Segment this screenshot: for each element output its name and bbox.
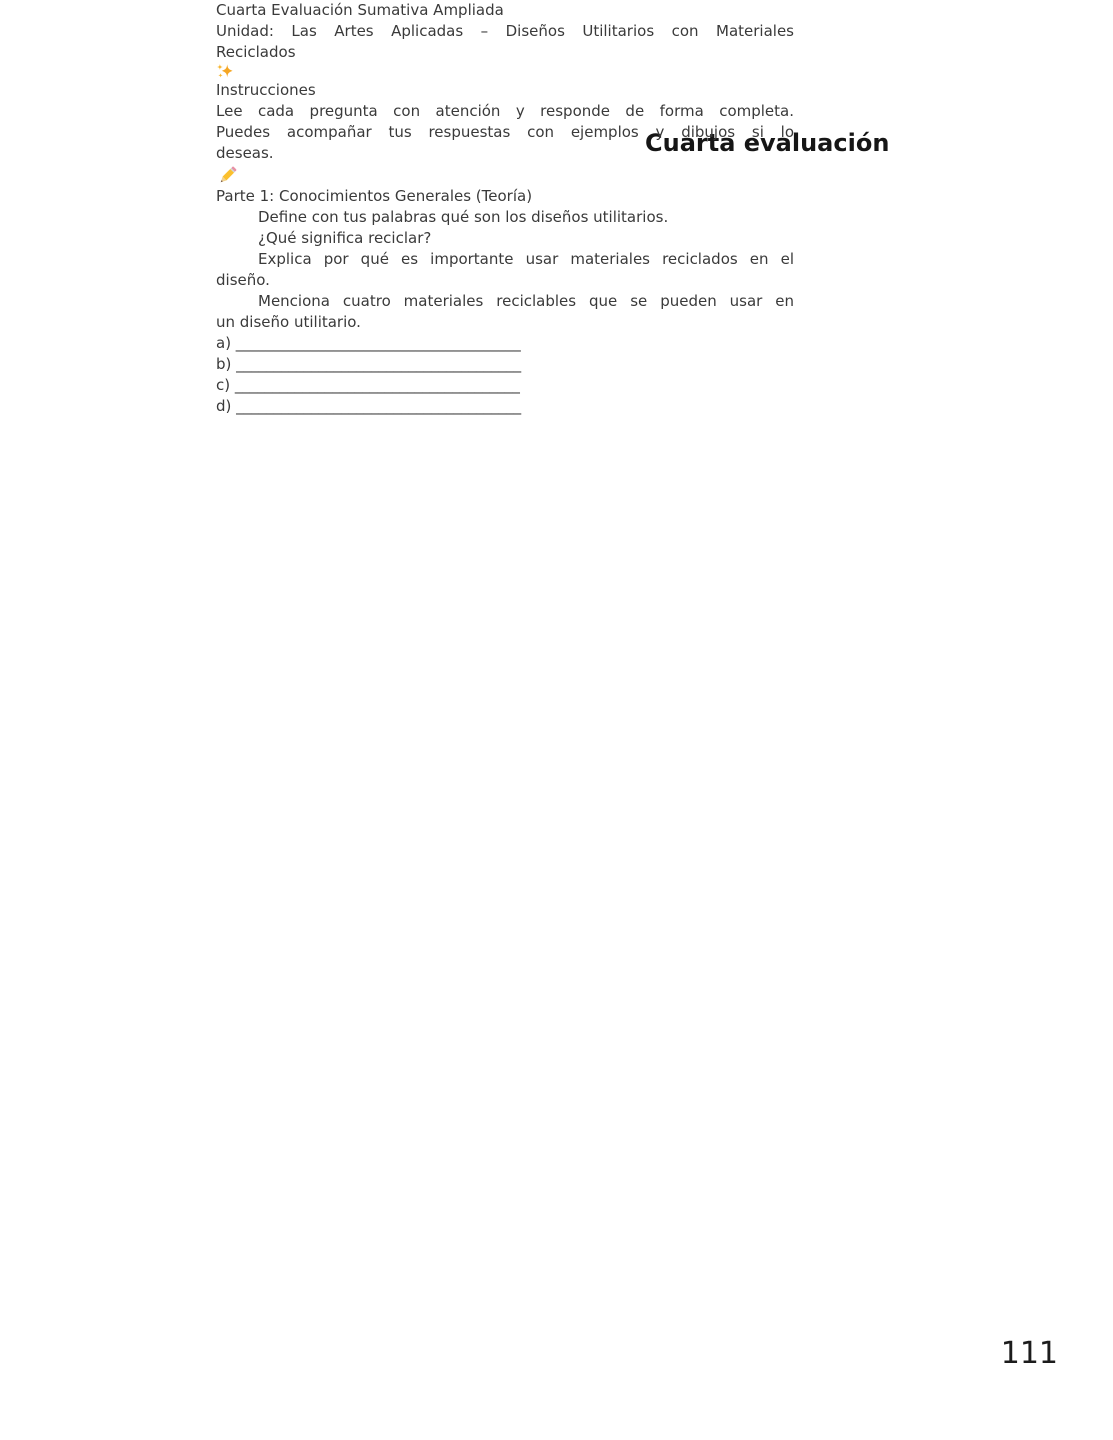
question-menciona [216,291,794,333]
sparkles-icon [216,63,794,80]
unit-line-2: Reciclados [216,43,296,61]
answer-blank-b: b) ______________________________________ [216,355,522,373]
instructions-line-1: Lee cada pregunta con atención y responde de forma completa. [216,102,794,120]
unit-line-1: Unidad: Las Artes Aplicadas – Diseños Utilitarios con Materiales [216,22,794,40]
answer-blank-d: d) ______________________________________ [216,397,522,415]
page-title: Cuarta evaluación [645,129,890,157]
answer-blank-c: c) ______________________________________ [216,376,520,394]
pencil-icon [216,164,794,186]
part1-heading: Parte 1: Conocimientos Generales (Teoría) [216,187,533,205]
instructions-heading: Instrucciones [216,81,316,99]
answer-blanks [216,333,794,417]
instructions-line-2: Puedes acompañar tus respuestas con ejemplos y dibujos si lo [216,123,794,141]
instructions-line-3: deseas. [216,144,274,162]
question-explica [216,249,794,291]
question-explica-line-2: diseño. [216,271,270,289]
question-menciona-line-1: Menciona cuatro materiales reciclables que se pueden usar en [258,292,794,310]
document-body [216,0,794,417]
question-reciclar: ¿Qué significa reciclar? [258,229,432,247]
subtitle: Cuarta Evaluación Sumativa Ampliada [216,1,504,19]
question-explica-line-1: Explica por qué es importante usar materiales reciclados en el [258,250,794,268]
unit-paragraph [216,21,794,63]
answer-blank-a: a) ______________________________________ [216,334,521,352]
question-define: Define con tus palabras qué son los diseños utilitarios. [258,208,669,226]
question-menciona-line-2: un diseño utilitario. [216,313,361,331]
instructions-body [216,101,794,164]
page-number: 111 [1000,1336,1058,1371]
